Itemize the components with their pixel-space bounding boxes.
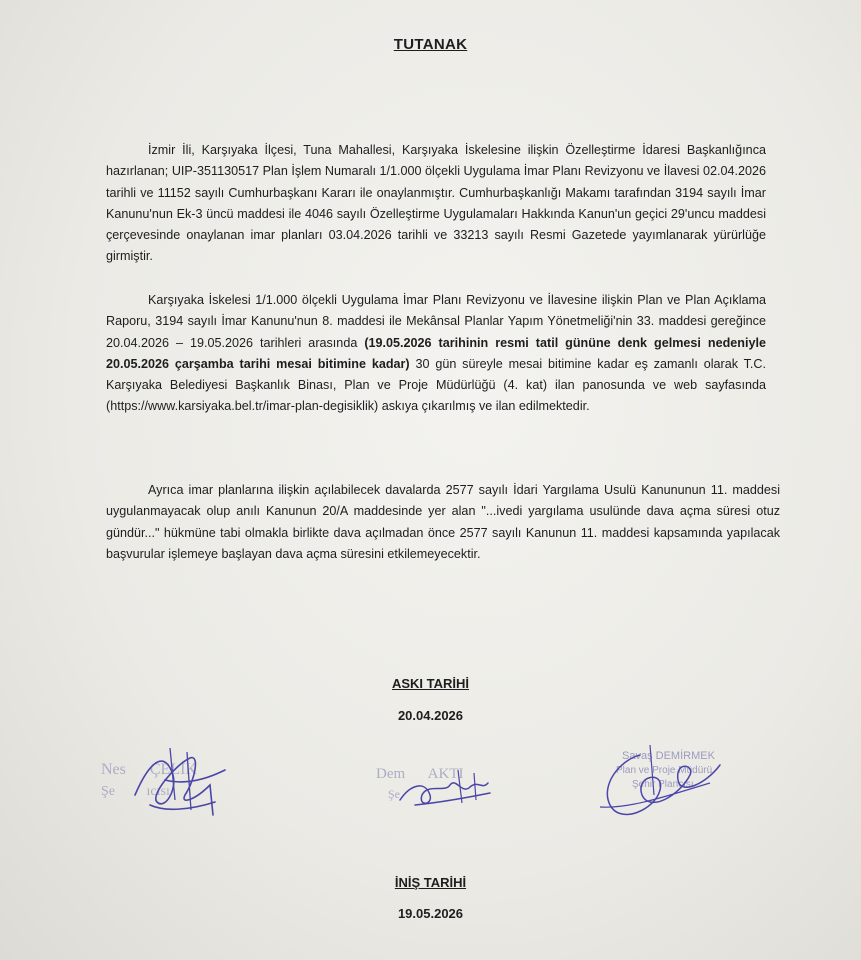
document-title: TUTANAK xyxy=(393,36,468,53)
aski-tarihi-date: 20.04.2026 xyxy=(397,708,464,723)
signature-right-scribble-icon xyxy=(580,735,780,845)
paragraph-2-text-b: 30 gün süreyle mesai bitimine kadar eş zamanlı olarak T.C. Karşıyaka Belediyesi Başkanlık Binası, Plan ve Proje Müdürlüğü (4. kat) ilan panosunda ve web sayfasında (https://www.karsiyaka.bel.tr/imar-plan-degisiklik) askıya çıkarılmış ve ilan edilmektedir. xyxy=(106,356,766,414)
paragraph-2 xyxy=(106,290,766,418)
paragraph-2-text-a: Karşıyaka İskelesi 1/1.000 ölçekli Uygulama İmar Planı Revizyonu ve İlavesine ilişkin Plan ve Plan Açıklama Raporu, 3194 sayılı İmar Kanunu'nun 8. maddesi ile Mekânsal Planlar Yapım Yönetmeliği'nin 33. maddesi gereğince 20.04.2026 – 19.05.2026 tarihleri arasında xyxy=(106,293,766,350)
paragraph-2-bold: (19.05.2026 tarihinin resmi tatil gününe denk gelmesi nedeniyle 20.05.2026 çarşamba tarihi mesai bitimine kadar) xyxy=(106,335,766,371)
paragraph-3-text: Ayrıca imar planlarına ilişkin açılabilecek davalarda 2577 sayılı İdari Yargılama Usulü Kanununun 11. maddesi uygulanmayacak olup anılı Kanunun 20/A maddesinde yer alan "...ivedi yargılama usulünde dava açma süresi otuz gündür..." hükmüne tabi olmakla birlikte dava açılmadan önce 2577 sayılı Kanunun 11. maddesi kapsamında yapılacak başvurular işlemeye başlayan dava açma süresini etkilemeyecektir. xyxy=(106,483,780,561)
signature-right: Savaş DEMİRMEK Plan ve Proje Müdürü Şehir Plancısı xyxy=(580,735,780,845)
signature-middle-scribble-icon xyxy=(370,755,530,825)
signature-middle: Dem AKTI Şe xyxy=(370,755,530,825)
paragraph-3 xyxy=(106,480,780,565)
inis-tarihi-date: 19.05.2026 xyxy=(397,906,464,921)
signature-left-scribble-icon xyxy=(95,740,265,830)
signature-left: Nes ÇELİK Şe ıcısı xyxy=(95,740,265,830)
aski-tarihi-label: ASKI TARİHİ xyxy=(391,676,470,691)
paragraph-1 xyxy=(106,140,766,268)
inis-tarihi-label: İNİŞ TARİHİ xyxy=(394,875,467,890)
paragraph-1-text: İzmir İli, Karşıyaka İlçesi, Tuna Mahallesi, Karşıyaka İskelesine ilişkin Özelleştirme İdaresi Başkanlığınca hazırlanan; UIP-351130517 Plan İşlem Numaralı 1/1.000 ölçekli Uygulama İmar Planı Revizyonu ve İlavesi 02.04.2026 tarihli ve 11152 sayılı Cumhurbaşkanı Kararı ile onaylanmıştır. Cumhurbaşkanlığı Makamı tarafından 3194 sayılı İmar Kanunu'nun Ek-3 üncü maddesi ile 4046 sayılı Özelleştirme Uygulamaları Hakkında Kanun'un geçici 29'uncu maddesi çerçevesinde onaylanan imar planları 03.04.2026 tarihli ve 33213 sayılı Resmi Gazetede yayımlanarak yürürlüğe girmiştir. xyxy=(106,143,766,264)
